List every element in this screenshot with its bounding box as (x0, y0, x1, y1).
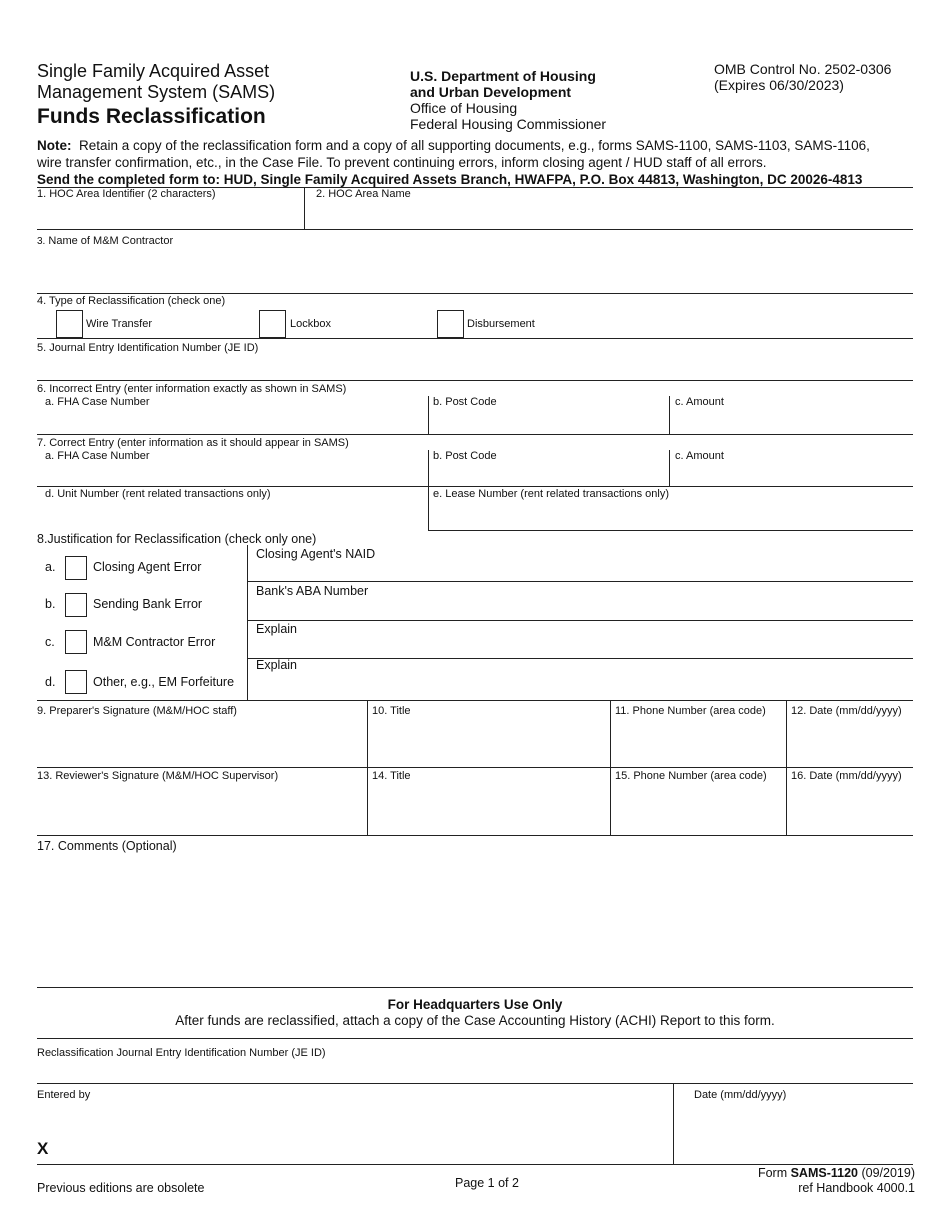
form-prefix: Form (757, 1166, 788, 1180)
divider (37, 486, 913, 487)
reviewer-signature-field[interactable] (37, 786, 362, 832)
comments-label: 17. Comments (Optional) (37, 839, 177, 853)
divider (428, 396, 429, 434)
preparer-signature-field[interactable] (37, 720, 362, 764)
hoc-area-name-label: 2. HOC Area Name (316, 188, 411, 200)
hoc-area-name-field[interactable] (310, 202, 910, 228)
reclassification-type-label: 4. Type of Reclassification (check one) (37, 295, 226, 307)
mm-contractor-error-checkbox[interactable] (65, 630, 87, 654)
divider (428, 450, 429, 530)
form-number: SAMS-1120 (790, 1166, 858, 1180)
divider (37, 229, 913, 230)
system-name-line2: Management System (SAMS) (37, 82, 276, 102)
correct-amount-field[interactable] (673, 464, 909, 484)
other-error-label: Other, e.g., EM Forfeiture (93, 675, 235, 689)
incorrect-fha-case-field[interactable] (37, 410, 422, 432)
divider (247, 658, 913, 659)
entered-by-label: Entered by (37, 1089, 91, 1101)
other-explain-label: Explain (256, 658, 297, 672)
form-title: Funds Reclassification (37, 105, 266, 128)
note-text-line1: Retain a copy of the reclassification form and a copy of all supporting documents, e.g., forms SAMS-1100, SAMS-1103, SAMS-1106, (79, 138, 870, 153)
divider (37, 987, 913, 988)
divider (37, 700, 913, 701)
hq-date-label: Date (mm/dd/yyyy) (694, 1089, 787, 1101)
other-error-checkbox[interactable] (65, 670, 87, 694)
handbook-ref: ref Handbook 4000.1 (798, 1181, 915, 1195)
divider (669, 450, 670, 486)
form-id (640, 1166, 915, 1196)
divider (669, 396, 670, 434)
form-date: (09/2019) (861, 1166, 915, 1180)
reclass-je-id-field[interactable] (37, 1062, 909, 1080)
signature-x-mark: X (37, 1139, 49, 1158)
omb-block (714, 61, 891, 93)
divider (37, 293, 913, 294)
correct-entry-label: 7. Correct Entry (enter information as it should appear in SAMS) (37, 437, 349, 449)
dept-line2: and Urban Development (410, 84, 572, 100)
mm-contractor-error-label: M&M Contractor Error (93, 635, 216, 649)
hoc-area-identifier-field[interactable] (37, 202, 302, 228)
department-block (410, 68, 606, 132)
sending-bank-error-label: Sending Bank Error (93, 597, 203, 611)
correct-post-code-label: b. Post Code (433, 450, 497, 462)
unit-number-label: d. Unit Number (rent related transactions only) (45, 488, 271, 500)
correct-fha-case-label: a. FHA Case Number (45, 450, 150, 462)
bank-aba-number-field[interactable] (252, 600, 908, 618)
reviewer-signature-label: 13. Reviewer's Signature (M&M/HOC Supervisor) (37, 770, 279, 782)
lockbox-checkbox[interactable] (259, 310, 286, 338)
divider (37, 1083, 913, 1084)
correct-post-code-field[interactable] (432, 464, 664, 484)
divider (247, 581, 913, 582)
incorrect-post-code-field[interactable] (432, 410, 664, 432)
send-to-address: Send the completed form to: HUD, Single Family Acquired Assets Branch, HWAFPA, P.O. Box 44813, Washington, DC 20026-4813 (37, 172, 863, 187)
omb-control-number: OMB Control No. 2502-0306 (714, 61, 892, 77)
entered-by-field[interactable] (60, 1104, 665, 1160)
mm-contractor-explain-field[interactable] (252, 638, 908, 656)
preparer-phone-field[interactable] (614, 720, 782, 764)
mm-contractor-text: Name of M&M Contractor (48, 235, 174, 247)
mm-contractor-field[interactable] (37, 250, 907, 290)
lockbox-label: Lockbox (290, 318, 331, 330)
je-id-label: 5. Journal Entry Identification Number (JE ID) (37, 342, 259, 354)
divider (37, 338, 913, 339)
incorrect-amount-label: c. Amount (675, 396, 724, 408)
preparer-date-label: 12. Date (mm/dd/yyyy) (791, 705, 902, 717)
preparer-title-label: 10. Title (372, 705, 411, 717)
justification-label: 8.Justification for Reclassification (check only one) (37, 532, 317, 546)
divider (37, 1164, 913, 1165)
comments-field[interactable] (37, 858, 913, 984)
reviewer-date-field[interactable] (790, 786, 910, 832)
hoc-area-identifier-label: 1. HOC Area Identifier (2 characters) (37, 188, 216, 200)
divider (37, 434, 913, 435)
incorrect-post-code-label: b. Post Code (433, 396, 497, 408)
option-a-letter: a. (45, 560, 56, 574)
sending-bank-error-checkbox[interactable] (65, 593, 87, 617)
divider (37, 380, 913, 381)
divider (37, 835, 913, 836)
incorrect-amount-field[interactable] (673, 410, 909, 432)
preparer-signature-label: 9. Preparer's Signature (M&M/HOC staff) (37, 705, 237, 717)
bank-aba-number-label: Bank's ABA Number (256, 584, 369, 598)
hq-title: For Headquarters Use Only (387, 997, 563, 1012)
dept-line4: Federal Housing Commissioner (410, 116, 607, 132)
lease-number-label: e. Lease Number (rent related transactions only) (433, 488, 670, 500)
closing-agent-error-label: Closing Agent Error (93, 560, 202, 574)
disbursement-checkbox[interactable] (437, 310, 464, 338)
dept-line1: U.S. Department of Housing (410, 68, 596, 84)
note-line1 (37, 137, 917, 154)
reviewer-title-label: 14. Title (372, 770, 411, 782)
divider (247, 620, 913, 621)
reviewer-phone-label: 15. Phone Number (area code) (615, 770, 767, 782)
divider (37, 1038, 913, 1039)
reviewer-date-label: 16. Date (mm/dd/yyyy) (791, 770, 902, 782)
wire-transfer-checkbox[interactable] (56, 310, 83, 338)
divider (37, 767, 913, 768)
option-d-letter: d. (45, 675, 56, 689)
reviewer-title-field[interactable] (371, 786, 606, 832)
form-number-line (640, 1166, 915, 1181)
closing-agent-naid-field[interactable] (252, 563, 908, 579)
unit-number-field[interactable] (37, 503, 422, 527)
divider (247, 545, 248, 700)
disbursement-label: Disbursement (467, 318, 535, 330)
incorrect-fha-case-label: a. FHA Case Number (45, 396, 150, 408)
note-text-line2: wire transfer confirmation, etc., in the Case File. To prevent continuing errors, inform closing agent / HUD staff of all errors. (37, 155, 767, 170)
preparer-date-field[interactable] (790, 720, 910, 764)
reviewer-phone-field[interactable] (614, 786, 782, 832)
reclass-je-id-label: Reclassification Journal Entry Identification Number (JE ID) (37, 1047, 326, 1059)
mm-contractor-explain-label: Explain (256, 622, 297, 636)
note-block (37, 137, 917, 188)
hq-date-field[interactable] (680, 1104, 909, 1160)
option-b-letter: b. (45, 597, 56, 611)
incorrect-entry-label: 6. Incorrect Entry (enter information exactly as shown in SAMS) (37, 383, 347, 395)
divider (304, 187, 305, 229)
preparer-title-field[interactable] (371, 720, 606, 764)
closing-agent-naid-label: Closing Agent's NAID (256, 547, 376, 561)
hq-instruction: After funds are reclassified, attach a copy of the Case Accounting History (ACHI) Report to this form. (175, 1013, 775, 1028)
preparer-phone-label: 11. Phone Number (area code) (615, 705, 766, 717)
divider (428, 530, 913, 531)
correct-fha-case-field[interactable] (37, 464, 422, 484)
lease-number-field[interactable] (432, 503, 909, 527)
omb-expiration: (Expires 06/30/2023) (714, 77, 844, 93)
note-label: Note: (37, 138, 72, 153)
system-name-line1: Single Family Acquired Asset (37, 61, 270, 81)
mm-contractor-number: 3. (37, 236, 46, 247)
wire-transfer-label: Wire Transfer (86, 318, 153, 330)
page-number: Page 1 of 2 (455, 1176, 519, 1190)
correct-amount-label: c. Amount (675, 450, 724, 462)
divider (673, 1083, 674, 1165)
system-name (37, 61, 275, 103)
other-explain-field[interactable] (252, 675, 908, 697)
obsolete-notice: Previous editions are obsolete (37, 1181, 205, 1195)
dept-line3: Office of Housing (410, 100, 518, 116)
mm-contractor-label (37, 235, 173, 248)
option-c-letter: c. (45, 635, 55, 649)
closing-agent-error-checkbox[interactable] (65, 556, 87, 580)
je-id-field[interactable] (37, 356, 907, 378)
